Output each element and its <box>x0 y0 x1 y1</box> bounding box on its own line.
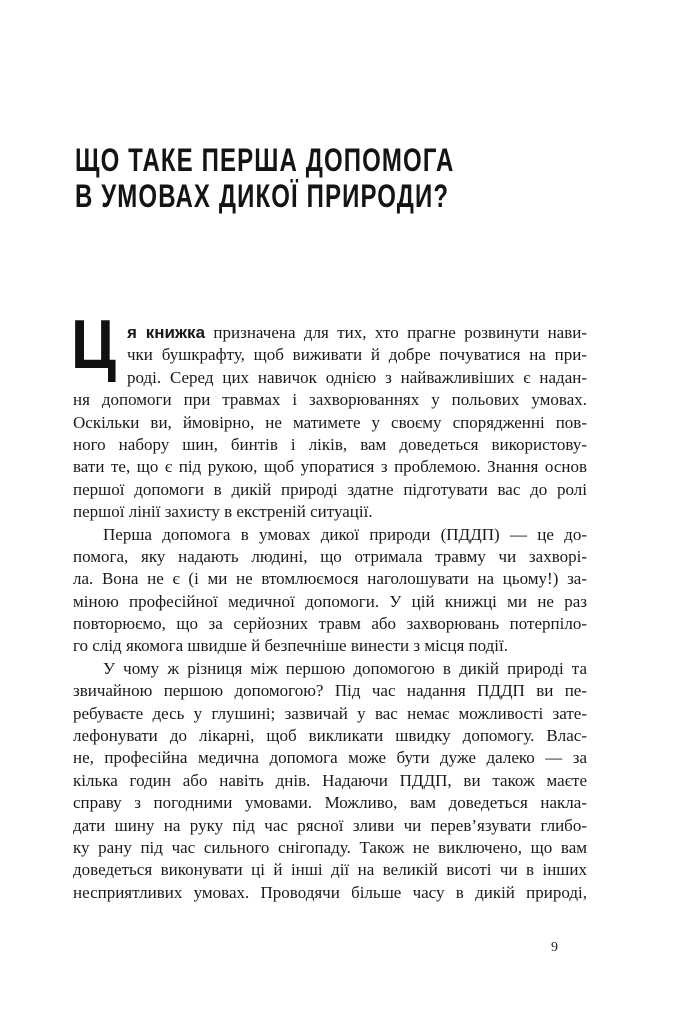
body-line: справу з погодними умовами. Можливо, вам доведеться накла- <box>73 793 587 813</box>
heading-line: В УМОВАХ ДИКОЇ ПРИРОДИ? <box>75 178 450 214</box>
body-line: Перша допомога в умовах дикої природи (ПДДП) — це до- <box>103 524 587 544</box>
body-line: не, професійна медична допомога може бути дуже далеко — за <box>73 748 587 768</box>
body-line: кілька годин або навіть днів. Надаючи ПДДП, ви також маєте <box>73 770 587 790</box>
body-line: лефонувати до лікарні, щоб викликати швидку допомогу. Влас- <box>73 726 587 746</box>
line-text: призначена для тих, хто прагне розвинути нави- <box>213 323 588 342</box>
page-number: 9 <box>551 940 558 955</box>
body-line: чки бушкрафту, щоб виживати й добре почуватися на при- <box>127 345 587 365</box>
body-line: роді. Серед цих навичок однією з найважливіших є надан- <box>127 367 587 387</box>
body-line: першої лінії захисту в екстреній ситуації. <box>73 502 373 522</box>
body-line: повторюємо, що за серйозних травм або захворювань потерпіло- <box>73 614 587 634</box>
body-line: ла. Вона не є (і ми не втомлюємося наголошувати на цьому!) за- <box>73 569 587 589</box>
body-line: ку рану під час сильного снігопаду. Також не виключено, що вам <box>73 837 587 857</box>
body-line: звичайною першою допомогою? Під час надання ПДДП ви пе- <box>73 681 587 701</box>
lead-in-bold: я книжка <box>127 323 206 342</box>
body-line: ребуваєте десь у глушині; зазвичай у вас немає можливості зате- <box>73 703 587 723</box>
drop-cap: Ц <box>71 305 117 383</box>
body-line: несприятливих умовах. Проводячи більше часу в дикій природі, <box>73 882 587 902</box>
body-line: го слід якомога швидше й безпечніше винести з місця події. <box>73 636 508 656</box>
chapter-heading <box>75 142 635 214</box>
body-line: першої допомоги в дикій природі здатне підготувати вас до ролі <box>73 479 587 499</box>
body-text <box>73 322 587 904</box>
body-line: ного набору шин, бинтів і ліків, вам доведеться використову- <box>73 434 587 454</box>
body-line: ня допомоги при травмах і захворюваннях у польових умовах. <box>73 390 587 410</box>
body-line: доведеться виконувати ці й інші дії на великій висоті чи в інших <box>73 860 587 880</box>
body-line: міною професійної медичної допомоги. У цій книжці ми не раз <box>73 591 587 611</box>
body-line: Оскільки ви, ймовірно, не матимете у своєму спорядженні пов- <box>73 412 587 432</box>
heading-line: ЩО ТАКЕ ПЕРША ДОПОМОГА <box>75 142 455 178</box>
body-line <box>127 322 587 344</box>
body-line: вати те, що є під рукою, щоб упоратися з проблемою. Знання основ <box>73 457 587 477</box>
body-line: помога, яку надають людині, що отримала травму чи захворі- <box>73 546 587 566</box>
body-line: У чому ж різниця між першою допомогою в дикій природі та <box>103 658 587 678</box>
body-line: дати шину на руку під час рясної зливи чи перев’язувати глибо- <box>73 815 587 835</box>
